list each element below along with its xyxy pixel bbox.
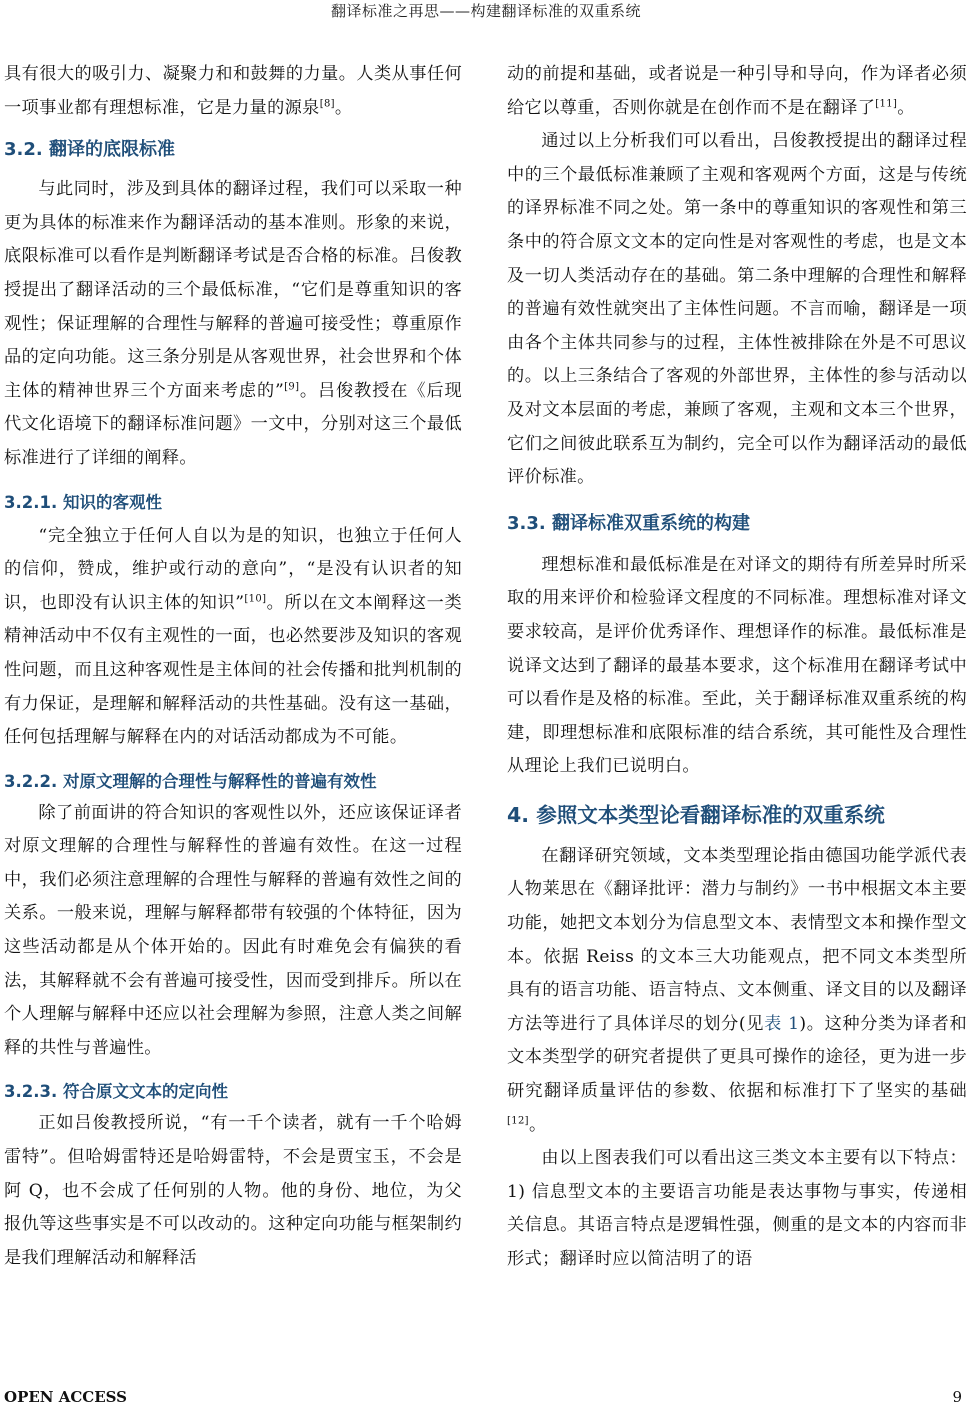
left-column <box>4 58 462 1275</box>
paragraph: 与此同时，涉及到具体的翻译过程，我们可以采取一种更为具体的标准来作为翻译活动的基本准则。形象的来说，底限标准可以看作是判断翻译考试是否合格的标准。吕俊教授提出了翻译活动的三个最低标准，“它们是尊重知识的客观性；保证理解的合理性与解释的普遍可接受性；尊重原作品的定向功能。这三条分别是从客观世界，社会世界和个体主体的精神世界三个方面来考虑的”[9]。吕俊教授在《后现代文化语境下的翻译标准问题》一文中，分别对这三个最低标准进行了详细的阐释。 <box>4 179 463 468</box>
citation[interactable]: [8] <box>319 97 335 109</box>
citation[interactable]: [11] <box>875 97 898 109</box>
citation[interactable]: [9] <box>284 381 300 393</box>
paragraph: 具有很大的吸引力、凝聚力和和鼓舞的力量。人类从事任何一项事业都有理想标准，它是力量的源泉[8]。 <box>4 64 462 118</box>
citation[interactable]: [10] <box>244 592 267 604</box>
paragraph: 正如吕俊教授所说，“有一千个读者，就有一千个哈姆雷特”。但哈姆雷特还是哈姆雷特，不会是贾宝玉，不会是阿 Q，也不会成了任何别的人物。他的身份、地位，为父报仇等这些事实是不可以改动的。这种定向功能与框架制约是我们理解活动和解释活 <box>4 1113 462 1268</box>
paragraph: 动的前提和基础，或者说是一种引导和导向，作为译者必须给它以尊重，否则你就是在创作而不是在翻译了[11]。 <box>507 64 967 118</box>
open-access-label: OPEN ACCESS <box>4 1388 127 1406</box>
section-heading-3-2-2: 3.2.2. 对原文理解的合理性与解释性的普遍有效性 <box>4 771 377 791</box>
paragraph: 在翻译研究领域，文本类型理论指由德国功能学派代表人物莱思在《翻译批评：潜力与制约》一书中根据文本主要功能，她把文本划分为信息型文本、表情型文本和操作型文本。依据 Reiss 的文本三大功能观点，把不同文本类型所具有的语言功能、语言特点、文本侧重、译文目的以及翻译方法等进行了具体详尽的划分(见表 1)。这种分类为译者和文本类型学的研究者提供了更具可操作的途径，更为进一步研究翻译质量评估的参数、依据和标准打下了坚实的基础[12]。 <box>507 845 967 1135</box>
table-1-link[interactable]: 表 1 <box>764 1013 800 1034</box>
running-head: 翻译标准之再思——构建翻译标准的双重系统 <box>330 2 641 20</box>
section-heading-3-2-1: 3.2.1. 知识的客观性 <box>4 492 162 512</box>
page-number: 9 <box>952 1388 962 1406</box>
paragraph: 通过以上分析我们可以看出，吕俊教授提出的翻译过程中的三个最低标准兼顾了主观和客观两个方面，这是与传统的译界标准不同之处。第一条中的尊重知识的客观性和第三条中的符合原文文本的定向性是对客观性的考虑，也是文本及一切人类活动存在的基础。第二条中理解的合理性和解释的普遍有效性就突出了主体性问题。不言而喻，翻译是一项由各个主体共同参与的过程，主体性被排除在外是不可思议的。以上三条结合了客观的外部世界，主体性的参与活动以及对文本层面的考虑，兼顾了客观，主观和文本三个世界，它们之间彼此联系互为制约，完全可以作为翻译活动的最低评价标准。 <box>507 131 967 488</box>
section-heading-4: 4. 参照文本类型论看翻译标准的双重系统 <box>507 802 885 827</box>
right-column <box>507 58 967 1277</box>
paragraph: 除了前面讲的符合知识的客观性以外，还应该保证译者对原文理解的合理性与解释性的普遍有效性。在这一过程中，我们必须注意理解的合理性与解释的普遍有效性之间的关系。一般来说，理解与解释都带有较强的个体特征，因为这些活动都是从个体开始的。因此有时难免会有偏狭的看法，其解释就不会有普遍可接受性，因而受到排斥。所以在个人理解与解释中还应以社会理解为参照，注意人类之间解释的共性与普遍性。 <box>4 802 462 1058</box>
section-heading-3-2-3: 3.2.3. 符合原文文本的定向性 <box>4 1082 228 1102</box>
citation[interactable]: [12] <box>507 1114 529 1126</box>
section-heading-3-2: 3.2. 翻译的底限标准 <box>4 139 175 161</box>
paragraph: 由以上图表我们可以看出这三类文本主要有以下特点：1) 信息型文本的主要语言功能是表达事物与事实，传递相关信息。其语言特点是逻辑性强，侧重的是文本的内容而非形式；翻译时应以简洁明了的语 <box>507 1148 967 1269</box>
paragraph: 理想标准和最低标准是在对译文的期待有所差异时所采取的用来评价和检验译文程度的不同标准。理想标准对译文要求较高，是评价优秀译作、理想译作的标准。最低标准是说译文达到了翻译的最基本要求，这个标准用在翻译考试中可以看作是及格的标准。至此，关于翻译标准双重系统的构建，即理想标准和底限标准的结合系统，其可能性及合理性从理论上我们已说明白。 <box>507 554 967 777</box>
paragraph: “完全独立于任何人自以为是的知识，也独立于任何人的信仰，赞成，维护或行动的意向”，“是没有认识者的知识，也即没有认识主体的知识”[10]。所以在文本阐释这一类精神活动中不仅有主观性的一面，也必然要涉及知识的客观性问题，而且这种客观性是主体间的社会传播和批判机制的有力保证，是理解和解释活动的共性基础。没有这一基础，任何包括理解与解释在内的对话活动都成为不可能。 <box>4 525 462 748</box>
section-heading-3-3: 3.3. 翻译标准双重系统的构建 <box>507 512 750 534</box>
